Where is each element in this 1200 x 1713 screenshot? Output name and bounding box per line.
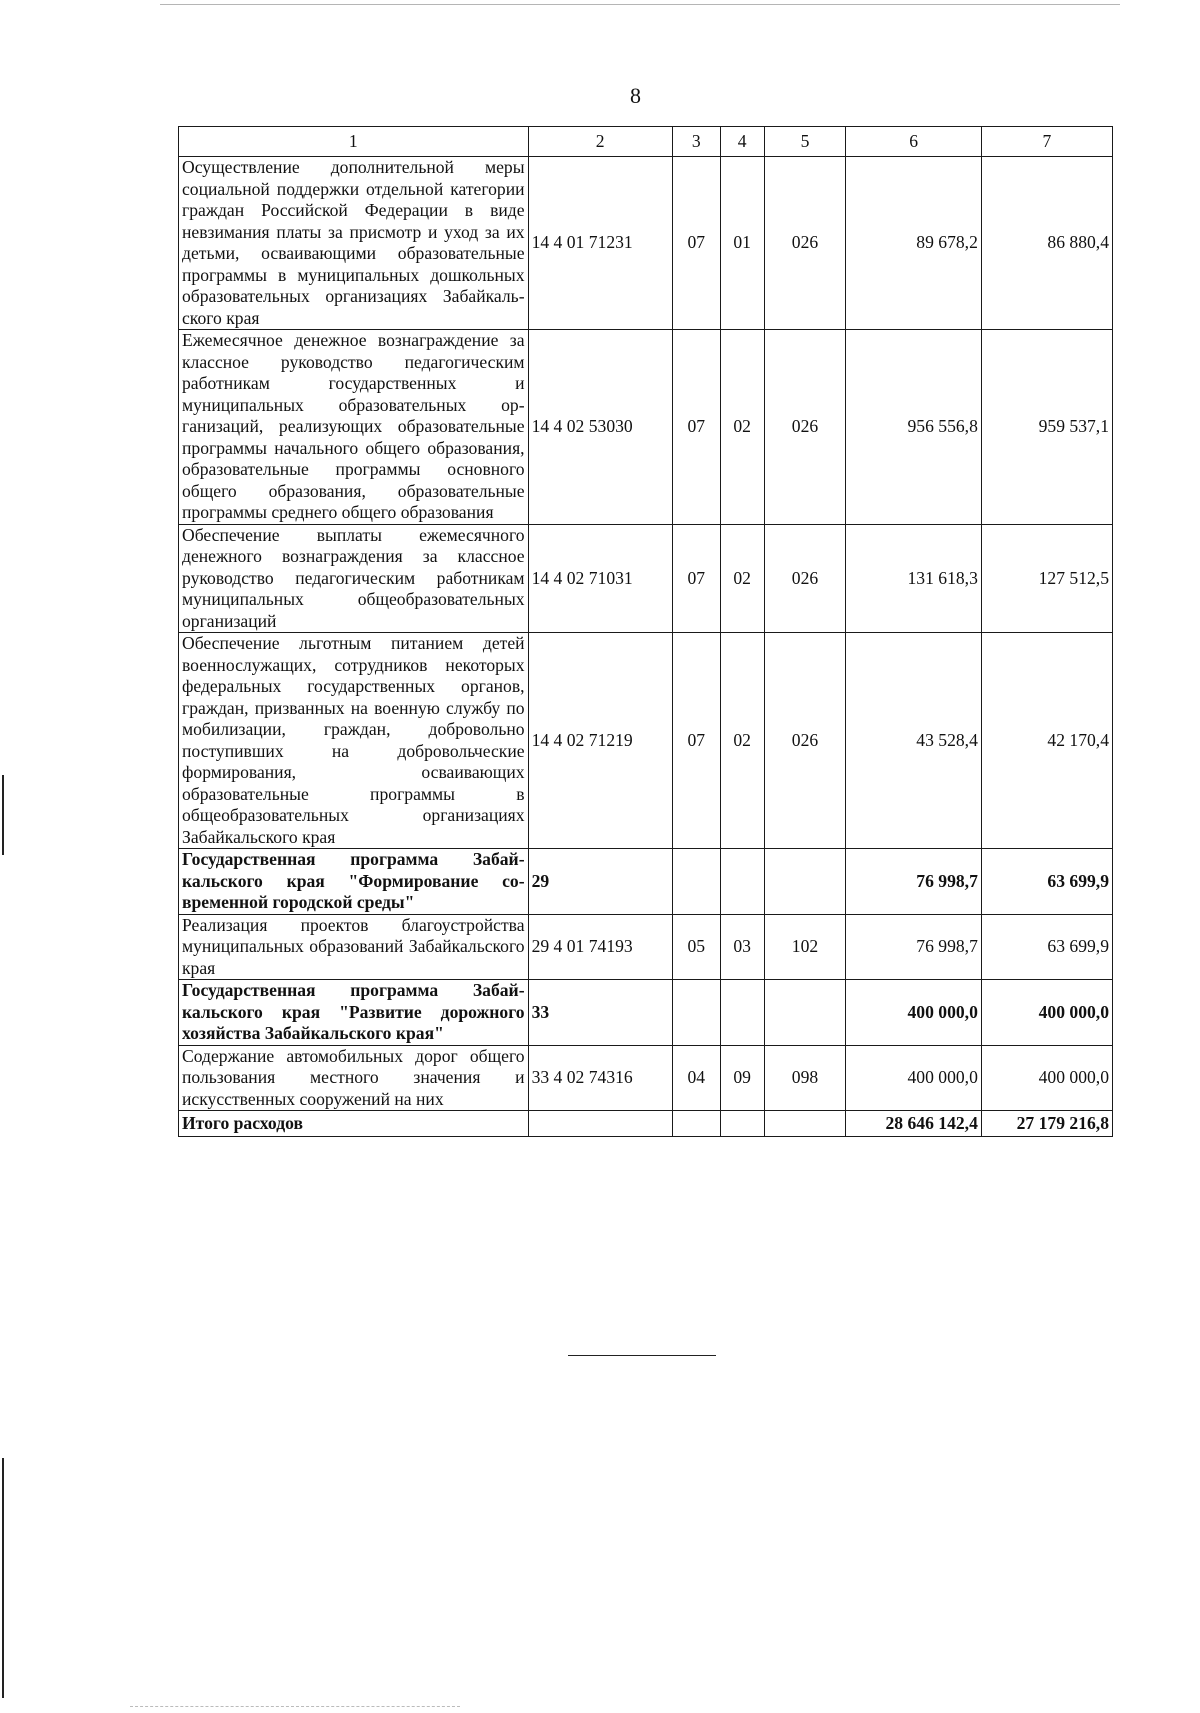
amount-year-2: 959 537,1 bbox=[981, 330, 1112, 525]
column-header-cell: 2 bbox=[528, 127, 672, 157]
target-article-code: 14 4 02 71219 bbox=[528, 633, 672, 849]
table-row bbox=[179, 330, 1113, 525]
row-description: Обеспечение выплаты ежемесячного денежного вознаграждения за классное руководство педагогическим работникам муниципальных общеобразовательных организаций bbox=[179, 524, 529, 633]
empty-cell bbox=[764, 1111, 846, 1137]
table-row bbox=[179, 914, 1113, 980]
section-code: 07 bbox=[672, 330, 720, 525]
end-of-document-rule bbox=[568, 1355, 716, 1356]
amount-year-1: 956 556,8 bbox=[846, 330, 981, 525]
empty-cell bbox=[720, 1111, 764, 1137]
amount-year-1: 400 000,0 bbox=[846, 1045, 981, 1111]
section-code: 05 bbox=[672, 914, 720, 980]
amount-year-2: 86 880,4 bbox=[981, 157, 1112, 330]
amount-year-2: 400 000,0 bbox=[981, 1045, 1112, 1111]
target-article-code: 29 4 01 74193 bbox=[528, 914, 672, 980]
subsection-code: 02 bbox=[720, 633, 764, 849]
section-code: 04 bbox=[672, 1045, 720, 1111]
table-row bbox=[179, 633, 1113, 849]
expense-type-code: 026 bbox=[764, 330, 846, 525]
target-article-code: 14 4 02 53030 bbox=[528, 330, 672, 525]
section-code: 07 bbox=[672, 157, 720, 330]
row-description: Государственная программа Забайкальского края "Формирование современной городской среды" bbox=[179, 849, 529, 915]
row-description: Ежемесячное денежное вознаграждение за классное руководство педагогическим работникам государственных и муниципальных образовательных организаций, реализующих образовательные программы начального общего образования, образовательные программы основного общего образования, образовательные программы среднего общего образования bbox=[179, 330, 529, 525]
program-row bbox=[179, 849, 1113, 915]
expense-type-code: 026 bbox=[764, 633, 846, 849]
target-article-code: 29 bbox=[528, 849, 672, 915]
section-code: 07 bbox=[672, 633, 720, 849]
scan-top-edge-line bbox=[160, 4, 1120, 5]
program-row bbox=[179, 980, 1113, 1046]
row-description: Реализация проектов благоустройства муниципальных образований Забайкальского края bbox=[179, 914, 529, 980]
column-header-cell: 6 bbox=[846, 127, 981, 157]
amount-year-2: 400 000,0 bbox=[981, 980, 1112, 1046]
target-article-code: 33 bbox=[528, 980, 672, 1046]
section-code: 07 bbox=[672, 524, 720, 633]
target-article-code: 33 4 02 74316 bbox=[528, 1045, 672, 1111]
page-number: 8 bbox=[630, 83, 641, 108]
amount-year-1: 76 998,7 bbox=[846, 849, 981, 915]
amount-year-1: 89 678,2 bbox=[846, 157, 981, 330]
total-label: Итого расходов bbox=[179, 1111, 529, 1137]
expense-type-code bbox=[764, 849, 846, 915]
subsection-code: 09 bbox=[720, 1045, 764, 1111]
total-sum-1: 28 646 142,4 bbox=[846, 1111, 981, 1137]
subsection-code bbox=[720, 980, 764, 1046]
empty-cell bbox=[672, 1111, 720, 1137]
empty-cell bbox=[528, 1111, 672, 1137]
expense-type-code: 102 bbox=[764, 914, 846, 980]
expense-type-code: 026 bbox=[764, 157, 846, 330]
scan-bottom-edge-line bbox=[130, 1706, 460, 1707]
amount-year-1: 400 000,0 bbox=[846, 980, 981, 1046]
column-header-cell: 3 bbox=[672, 127, 720, 157]
amount-year-2: 127 512,5 bbox=[981, 524, 1112, 633]
subsection-code: 02 bbox=[720, 330, 764, 525]
amount-year-1: 43 528,4 bbox=[846, 633, 981, 849]
row-description: Государственная программа Забайкальского края "Развитие дорожного хозяйства Забайкальского края" bbox=[179, 980, 529, 1046]
table-row bbox=[179, 1045, 1113, 1111]
expense-type-code: 026 bbox=[764, 524, 846, 633]
budget-expenditure-table bbox=[178, 126, 1113, 1137]
section-code bbox=[672, 980, 720, 1046]
row-description: Обеспечение льготным питанием детей военнослужащих, сотрудников некоторых федеральных государственных органов, граждан, призванных на военную службу по мобилизации, граждан, добровольно поступивших на добровольческие формирования, осваивающих образовательные программы в общеобразовательных организациях Забайкальского края bbox=[179, 633, 529, 849]
total-sum-2: 27 179 216,8 bbox=[981, 1111, 1112, 1137]
section-code bbox=[672, 849, 720, 915]
amount-year-1: 131 618,3 bbox=[846, 524, 981, 633]
target-article-code: 14 4 02 71031 bbox=[528, 524, 672, 633]
row-description: Осуществление дополнительной меры социальной поддержки отдельной категории граждан Российской Федерации в виде невзимания платы за присмотр и уход за их детьми, осваивающими образовательные программы в муниципальных дошкольных образовательных организациях Забайкальского края bbox=[179, 157, 529, 330]
column-number-header-row bbox=[179, 127, 1113, 157]
scan-margin-mark bbox=[2, 1458, 4, 1698]
amount-year-2: 42 170,4 bbox=[981, 633, 1112, 849]
target-article-code: 14 4 01 71231 bbox=[528, 157, 672, 330]
expense-type-code: 098 bbox=[764, 1045, 846, 1111]
amount-year-1: 76 998,7 bbox=[846, 914, 981, 980]
subsection-code: 01 bbox=[720, 157, 764, 330]
table-row bbox=[179, 157, 1113, 330]
column-header-cell: 1 bbox=[179, 127, 529, 157]
expense-type-code bbox=[764, 980, 846, 1046]
row-description: Содержание автомобильных дорог общего пользования местного значения и искусственных сооружений на них bbox=[179, 1045, 529, 1111]
column-header-cell: 4 bbox=[720, 127, 764, 157]
column-header-cell: 7 bbox=[981, 127, 1112, 157]
table-row bbox=[179, 524, 1113, 633]
subsection-code bbox=[720, 849, 764, 915]
amount-year-2: 63 699,9 bbox=[981, 849, 1112, 915]
column-header-cell: 5 bbox=[764, 127, 846, 157]
subsection-code: 03 bbox=[720, 914, 764, 980]
amount-year-2: 63 699,9 bbox=[981, 914, 1112, 980]
scan-margin-mark bbox=[2, 775, 4, 855]
total-row bbox=[179, 1111, 1113, 1137]
subsection-code: 02 bbox=[720, 524, 764, 633]
